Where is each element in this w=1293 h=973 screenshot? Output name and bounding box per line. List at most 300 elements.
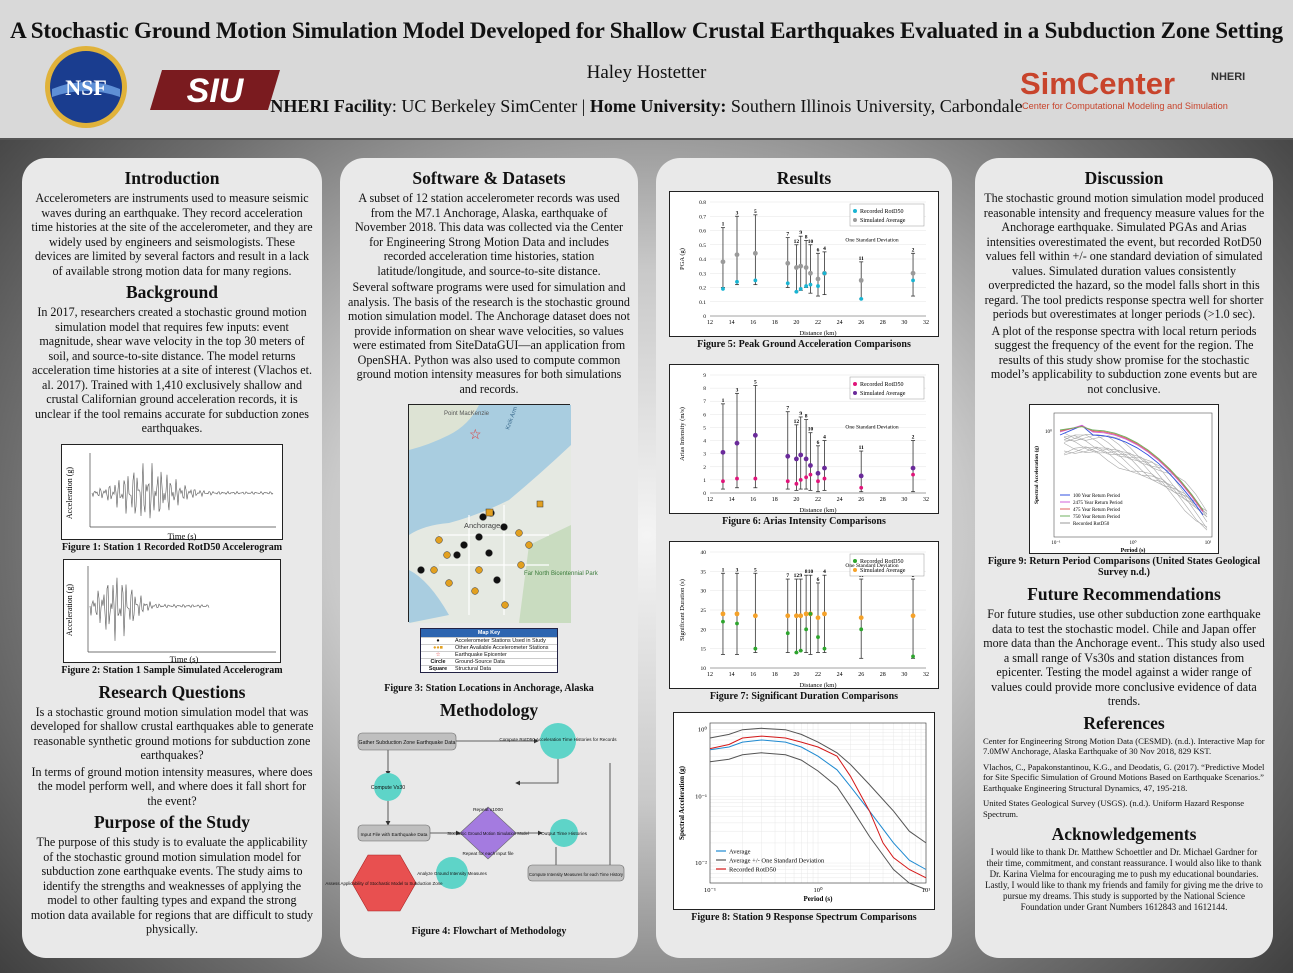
- station-label: 7: [786, 405, 790, 412]
- station-label: 3: [735, 210, 739, 217]
- x-tick-label: 12: [707, 497, 713, 503]
- legend-label: Recorded RotD50: [860, 382, 904, 388]
- map-station-square: [486, 509, 493, 516]
- accelerogram-2: [64, 560, 282, 664]
- legend-marker: [853, 382, 857, 386]
- map-station-square-2: [537, 501, 543, 507]
- y-tick-label: 10⁻¹: [695, 793, 707, 801]
- recorded-point: [804, 284, 808, 288]
- legend-label: Recorded RotD50: [729, 866, 777, 874]
- y-tick-label: 35: [700, 569, 706, 576]
- column-1: [22, 158, 322, 958]
- map-label-anchorage: Anchorage: [464, 521, 501, 530]
- x-tick-label: 22: [815, 672, 821, 678]
- poster-header: [0, 0, 1293, 140]
- y-tick-label: 0.2: [699, 285, 706, 292]
- software-text-2: Several software programs were used for simulation and analysis. The basis of the research is the stochastic ground motion simulation model. The Anchorage dataset does not provide information on shear wave velocities, so values were estimated from SiteDataGUI—an application from OpenSHA. Python was also used to compute common ground motion intensity measures for both simulations and records.: [348, 280, 630, 396]
- map-key-row-2: Other Available Accelerometer Stations: [455, 645, 549, 651]
- y-tick-label: 15: [700, 646, 706, 653]
- y-tick-label: 0.4: [699, 257, 706, 263]
- recorded-point: [804, 627, 808, 631]
- station-label: 10: [807, 426, 814, 433]
- facility-label: NHERI Facility: [270, 96, 392, 116]
- x-tick-label: 16: [750, 497, 757, 503]
- flow-node-2: Compute RotD50 Acceleration Time Histories for Records: [499, 737, 617, 742]
- legend-label: 2475 Year Return Period: [1073, 501, 1123, 506]
- y-tick-label: 1: [703, 477, 706, 484]
- simulated-point: [753, 613, 758, 618]
- station-label: 1: [721, 567, 725, 574]
- map-station-14: [431, 567, 438, 574]
- x-tick-label: 10⁻¹: [1051, 541, 1061, 546]
- figure-5-caption: Figure 5: Peak Ground Acceleration Comparisons: [697, 339, 911, 350]
- map-label-point: Point MacKenzie: [444, 411, 490, 417]
- simulated-point: [798, 264, 803, 269]
- recorded-point: [816, 284, 820, 288]
- recorded-point: [911, 473, 915, 477]
- heading-acknowledgements: Acknowledgements: [1051, 824, 1197, 844]
- x-tick-label: 10⁰: [1129, 541, 1137, 546]
- recorded-point: [735, 477, 739, 481]
- map-station-13: [444, 552, 451, 559]
- recorded-point: [911, 655, 915, 659]
- recorded-point: [823, 271, 827, 275]
- map-key-title: Map Key: [421, 629, 557, 637]
- station-label: 12: [793, 418, 800, 425]
- map-key-row-5b: Structural Data: [455, 666, 491, 672]
- flow-node-10: Analyze Ground Intensity Measures: [417, 871, 487, 876]
- simulated-point: [798, 453, 803, 458]
- recorded-point: [786, 479, 790, 483]
- x-tick-label: 10⁰: [813, 887, 823, 894]
- x-tick-label: 32: [923, 672, 929, 678]
- arias-chart: [670, 365, 940, 515]
- y-tick-label: 3: [703, 451, 706, 458]
- map-key-row-4b: Ground-Source Data: [455, 659, 505, 665]
- discussion-text-2: A plot of the response spectra with local return periods suggest the frequency of the event for the region. The results of this study show promise for the stochastic model’s applicability to subduction zone events but are not conclusive.: [990, 323, 1258, 396]
- recorded-point: [786, 281, 790, 285]
- x-tick-label: 14: [728, 672, 735, 678]
- simulated-point: [911, 271, 916, 276]
- figure-5: [669, 191, 939, 337]
- map-station-19: [476, 567, 483, 574]
- map-label-arm: Knik Arm: [505, 406, 520, 431]
- legend-label: Average +/- One Standard Deviation: [729, 857, 825, 865]
- heading-methodology: Methodology: [439, 700, 539, 720]
- y-tick-label: 2: [703, 464, 706, 471]
- fig2-ylabel: Acceleration (g): [65, 583, 74, 636]
- flow-node-7: Output Time Histories: [540, 832, 588, 837]
- y-tick-label: 20: [700, 627, 706, 634]
- station-label: 5: [753, 208, 757, 215]
- legend-label: 750 Year Return Period: [1073, 515, 1120, 520]
- recorded-point: [823, 647, 827, 651]
- accelerogram-1: [62, 445, 284, 541]
- x-tick-label: 28: [879, 497, 886, 503]
- map-key-row-4a: Circle: [430, 659, 446, 665]
- flow-node-6: Stochastic Ground Motion Simulation Model: [447, 831, 529, 836]
- research-question-1: Is a stochastic ground motion simulation model that was developed for shallow crustal earthquakes able to generate reasonable synthetic ground motions for subduction zone earthquakes?: [30, 704, 314, 762]
- recorded-point: [753, 647, 757, 651]
- siu-logo-text: SIU: [186, 72, 244, 110]
- purpose-text: The purpose of this study is to evaluate the applicability of the stochastic ground motion simulation model for subduction zone earthquake events. The study aims to identify the strengths and weaknesses of applying the model to other faulting types and expand the strong motion data available for regions that are difficult to study physically.: [30, 835, 314, 936]
- simcenter-logo: [1018, 64, 1258, 114]
- simcenter-logo-text: SimCenter: [1020, 66, 1176, 101]
- reference-2: Vlachos, C., Papakonstantinou, K.G., and Deodatis, G. (2017). “Predictive Model for Site Specific Simulation of Ground Motions Based on Earthquake Scenarios.” Earthquake Engineering Structural Dynamics, 47, 195-218.: [983, 761, 1265, 793]
- reference-3: United States Geological Survey (USGS). (n.d.). Uniform Hazard Response Spectrum.: [983, 798, 1245, 819]
- station-label: 9: [799, 573, 803, 580]
- figure-6: [669, 364, 939, 514]
- figure-4-caption: Figure 4: Flowchart of Methodology: [411, 926, 567, 937]
- x-tick-label: 30: [901, 672, 908, 678]
- simulated-point: [721, 450, 726, 455]
- map-station-10: [516, 530, 523, 537]
- heading-research-questions: Research Questions: [98, 681, 246, 702]
- station-label: 11: [858, 445, 864, 452]
- column-4: [975, 158, 1273, 958]
- x-tick-label: 24: [836, 497, 843, 503]
- duration-chart: [670, 542, 940, 690]
- x-axis-label: Period (s): [1120, 548, 1146, 554]
- recorded-point: [859, 297, 863, 301]
- station-label: 9: [799, 230, 803, 237]
- home-value: Southern Illinois University, Carbondale: [726, 96, 1023, 116]
- column-3: [656, 158, 952, 958]
- x-tick-label: 20: [793, 320, 800, 326]
- y-axis-label: PGA (g): [679, 248, 686, 270]
- simcenter-subtitle: Center for Computational Modeling and Simulation: [1022, 101, 1228, 111]
- map-station-18: [518, 562, 525, 569]
- flow-node-9: Assess Applicability of Stochastic Model to Subduction Zone: [325, 881, 443, 886]
- legend-marker: [853, 391, 857, 395]
- legend-label: 100 Year Return Period: [1073, 494, 1120, 499]
- map-station-15: [446, 580, 453, 587]
- legend-label: Recorded RotD50: [860, 209, 904, 215]
- y-tick-label: 7: [703, 399, 706, 406]
- simulated-point: [808, 463, 813, 468]
- annotation-label: One Standard Deviation: [845, 237, 899, 244]
- simulated-point: [816, 277, 821, 282]
- simulated-point: [911, 466, 916, 471]
- recorded-point: [816, 635, 820, 639]
- simulated-point: [785, 613, 790, 618]
- simulated-point: [735, 611, 740, 616]
- acknowledgements-text: I would like to thank Dr. Matthew Schoettler and Dr. Michael Gardner for their time, commitment, and constant reassurance. I would also like to thank Dr. Karina Vielma for encouraging me to push my educational boundaries. Lastly, I would like to thank my friends and family for giving me the drive to pursue my dreams. This study is supported by the National Science Foundation under Grant Numbers 1612843 and 1612144.: [985, 847, 1263, 912]
- y-tick-label: 0.5: [699, 242, 706, 249]
- station-label: 4: [823, 245, 826, 252]
- reference-1: Center for Engineering Strong Motion Data (CESMD). (n.d.). Interactive Map for 7.0MW Anchorage, Alaska Earthquake of 30 Nov 2018, 829 KST.: [983, 735, 1265, 756]
- map-station-4: [476, 534, 483, 541]
- x-tick-label: 32: [923, 320, 929, 326]
- figure-8-caption: Figure 8: Station 9 Response Spectrum Comparisons: [691, 912, 917, 923]
- flow-node-8: Repeat for each input file: [462, 851, 514, 856]
- simulated-point: [822, 466, 827, 471]
- recorded-point: [721, 287, 725, 291]
- recorded-point: [753, 278, 757, 282]
- annotation-label: One Standard Deviation: [845, 424, 899, 431]
- flow-node-4: Repeat x1000: [473, 808, 503, 813]
- y-tick-label: 0.1: [699, 299, 706, 306]
- station-label: 10: [807, 238, 814, 245]
- station-label: 9: [799, 410, 803, 417]
- column-2: [325, 158, 638, 958]
- recorded-point: [911, 278, 915, 282]
- x-axis-label: Distance (km): [799, 507, 837, 514]
- y-tick-label: 5: [703, 425, 706, 432]
- y-tick-label: 40: [700, 550, 706, 556]
- recorded-point: [816, 479, 820, 483]
- map-key: Map Key ● Accelerometer Stations Used in Study ●●■ Other Available Accelerometer Stations ☆ Earthquake Epicenter Circle Ground-Source Data Square Structural Data: [420, 628, 558, 673]
- station-label: 7: [786, 573, 790, 580]
- x-tick-label: 24: [836, 672, 843, 678]
- recorded-point: [753, 477, 757, 481]
- discussion-text-1: The stochastic ground motion simulation model produced reasonable intensity and frequency measure values for the Anchorage earthquake. Simulated PGAs and Arias intensities overestimated the event, but recorded RotD50 values fell within +/- one standard deviation of simulated values. Simulated duration values consistently overpredicted the hazard, so the model falls short in this regard. The tool predicts response spectra well for shorter periods but overestimates at longer periods (>1.0 sec).: [983, 191, 1265, 321]
- simulated-point: [822, 611, 827, 616]
- heading-future: Future Recommendations: [1027, 584, 1221, 604]
- y-tick-label: 10⁰: [1044, 430, 1052, 435]
- recorded-point: [809, 473, 813, 477]
- station-map: [409, 405, 598, 623]
- x-tick-label: 10¹: [921, 887, 931, 894]
- simulated-point: [785, 261, 790, 266]
- recorded-point: [721, 620, 725, 624]
- map-station-3: [501, 524, 508, 531]
- heading-purpose: Purpose of the Study: [93, 812, 251, 832]
- flow-node-11: Compute Intensity Measures for each Time History: [528, 872, 624, 877]
- recorded-point: [735, 280, 739, 284]
- simulated-point: [721, 611, 726, 616]
- simulated-point: [816, 471, 821, 476]
- recorded-point: [809, 283, 813, 287]
- fig1-xlabel: Time (s): [167, 530, 197, 541]
- station-label: 2: [911, 434, 915, 441]
- heading-background: Background: [125, 282, 219, 302]
- flow-node-3: Compute Vs30: [370, 785, 406, 791]
- x-tick-label: 16: [750, 672, 757, 678]
- x-tick-label: 22: [815, 320, 821, 326]
- affil-separator: |: [581, 96, 586, 116]
- facility-value: : UC Berkeley SimCenter: [391, 96, 578, 116]
- figure-8: [673, 712, 935, 910]
- recorded-point: [809, 612, 813, 616]
- x-tick-label: 26: [858, 320, 865, 326]
- figure-7: [669, 541, 939, 689]
- map-station-17: [502, 602, 509, 609]
- station-label: 11: [858, 255, 864, 262]
- y-tick-label: 0.3: [699, 271, 706, 278]
- figure-2: [63, 559, 281, 663]
- simulated-point: [808, 271, 813, 276]
- figure-3-caption: Figure 3: Station Locations in Anchorage, Alaska: [384, 683, 594, 694]
- y-tick-label: 0: [703, 491, 706, 497]
- simulated-point: [735, 441, 740, 446]
- future-text: For future studies, use other subduction zone earthquake data to test the stochastic model. Chile and Japan offer more data than the Anchorage event.. This study also used a small range of Vs30s and station distances from epicenter. Testing the model against a wider range of values could provide more conclusive evidence of data trends.: [983, 607, 1265, 708]
- station-label: 6: [816, 439, 820, 446]
- recorded-point: [859, 486, 863, 490]
- x-tick-label: 18: [771, 497, 778, 503]
- simulated-point: [911, 613, 916, 618]
- simulated-point: [859, 278, 864, 283]
- station-label: 4: [823, 569, 826, 576]
- station-label: 1: [721, 221, 725, 228]
- simulated-point: [798, 613, 803, 618]
- y-tick-label: 4: [703, 438, 706, 445]
- recorded-point: [804, 475, 808, 479]
- x-tick-label: 18: [771, 672, 778, 678]
- simulated-point: [735, 252, 740, 257]
- y-axis-label: Spectral Acceleration (g): [678, 766, 686, 840]
- methodology-flowchart: [325, 723, 630, 919]
- station-label: 5: [753, 567, 757, 574]
- legend-label: Average: [729, 848, 751, 856]
- map-station-9: [494, 577, 501, 584]
- x-tick-label: 28: [879, 320, 886, 326]
- y-tick-label: 25: [700, 608, 706, 614]
- station-label: 12: [793, 238, 800, 245]
- flow-node-5: Input File with Earthquake Data: [360, 833, 428, 838]
- station-label: 6: [816, 247, 820, 254]
- legend-label: Recorded RotD50: [860, 559, 904, 565]
- station-label: 3: [735, 387, 739, 394]
- simulated-point: [794, 613, 799, 618]
- station-label: 6: [816, 576, 820, 583]
- y-axis-label: Significant Duration (s): [679, 579, 686, 641]
- figure-3-map: [408, 404, 598, 622]
- x-tick-label: 28: [879, 672, 886, 678]
- x-tick-label: 30: [901, 497, 908, 503]
- figure-2-caption: Figure 2: Station 1 Sample Simulated Accelerogram: [61, 664, 283, 676]
- simulated-point: [794, 457, 799, 462]
- poster-title: A Stochastic Ground Motion Simulation Model Developed for Shallow Crustal Earthquakes Evaluated in a Subduction Zone Setting: [10, 18, 1283, 43]
- y-tick-label: 9: [703, 373, 706, 379]
- fig2-xlabel: Time (s): [169, 653, 199, 664]
- map-station-11: [526, 542, 533, 549]
- recorded-point: [799, 649, 803, 653]
- simulated-point: [721, 259, 726, 264]
- nsf-logo-text: NSF: [65, 75, 107, 100]
- legend-marker: [853, 218, 857, 222]
- x-axis-label: Distance (km): [799, 330, 837, 337]
- x-tick-label: 16: [750, 320, 757, 326]
- home-label: Home University:: [589, 96, 727, 116]
- recorded-point: [735, 622, 739, 626]
- y-tick-label: 10: [700, 666, 706, 672]
- station-label: 12: [793, 573, 800, 580]
- simulated-point: [753, 251, 758, 256]
- x-tick-label: 12: [707, 320, 713, 326]
- y-tick-label: 0.7: [699, 214, 706, 221]
- map-key-row-1: Accelerometer Stations Used in Study: [455, 638, 546, 644]
- station-label: 2: [911, 247, 915, 254]
- x-tick-label: 14: [728, 320, 735, 326]
- recorded-point: [823, 477, 827, 481]
- heading-references: References: [1083, 712, 1165, 733]
- map-station-12: [436, 537, 443, 544]
- simulated-point: [785, 454, 790, 459]
- x-tick-label: 10¹: [1204, 541, 1212, 546]
- station-label: 3: [735, 567, 739, 574]
- map-label-park: Far North Bicentennial Park: [524, 571, 598, 577]
- x-tick-label: 26: [858, 497, 865, 503]
- fig1-ylabel: Acceleration (g): [65, 466, 74, 519]
- legend-label: Simulated Average: [860, 568, 906, 574]
- station-label: 8: [804, 569, 808, 576]
- station-label: 7: [786, 231, 790, 238]
- simulated-point: [804, 265, 809, 270]
- map-station-8: [418, 567, 425, 574]
- map-key-row-5a: Square: [428, 666, 448, 672]
- return-period-chart: [1030, 405, 1220, 555]
- simulated-point: [859, 474, 864, 479]
- y-axis-label: Arias Intensity (m/s): [679, 407, 686, 461]
- author-name: Haley Hostetter: [586, 62, 707, 83]
- map-station-6: [454, 552, 461, 559]
- legend-marker: [853, 209, 857, 213]
- recorded-point: [799, 287, 803, 291]
- x-tick-label: 20: [793, 672, 800, 678]
- software-text-1: A subset of 12 station accelerometer records was used from the M7.1 Anchorage, Alaska, earthquake of November 2018. This data was collected via the Center for Engineering Strong Motion Data and includes recorded acceleration time histories, station latitude/longitude, and source-to-site distance.: [354, 191, 624, 278]
- x-tick-label: 32: [923, 497, 929, 503]
- recorded-point: [721, 479, 725, 483]
- simulated-point: [859, 615, 864, 620]
- y-tick-label: 0.8: [699, 200, 706, 206]
- y-tick-label: 6: [703, 412, 706, 419]
- x-tick-label: 20: [793, 497, 800, 503]
- x-tick-label: 30: [901, 320, 908, 326]
- heading-discussion: Discussion: [1084, 168, 1164, 188]
- recorded-point: [859, 627, 863, 631]
- epicenter-star: ☆: [469, 428, 482, 443]
- x-tick-label: 10⁻¹: [704, 887, 716, 894]
- y-tick-label: 0.6: [699, 228, 706, 235]
- station-label: 4: [823, 434, 826, 441]
- map-station-2: [480, 514, 487, 521]
- x-tick-label: 14: [728, 497, 735, 503]
- response-spectrum-chart: [674, 713, 936, 911]
- pga-chart: [670, 192, 940, 338]
- annotation-label: One Standard Deviation: [845, 563, 899, 570]
- y-tick-label: 10⁰: [697, 726, 707, 734]
- simulated-point: [794, 265, 799, 270]
- y-tick-label: 10⁻²: [695, 860, 707, 867]
- x-tick-label: 26: [858, 672, 865, 678]
- station-label: 10: [807, 569, 814, 576]
- figure-9-caption: Figure 9: Return Period Comparisons (United States Geological Survey n.d.): [987, 556, 1261, 578]
- nheri-logo-text: NHERI: [1211, 71, 1246, 83]
- y-tick-label: 30: [700, 588, 706, 595]
- recorded-point: [799, 478, 803, 482]
- figure-1-caption: Figure 1: Station 1 Recorded RotD50 Accelerogram: [61, 541, 283, 553]
- figure-7-caption: Figure 7: Significant Duration Comparisons: [709, 691, 899, 702]
- legend-label: Simulated Average: [860, 391, 906, 397]
- recorded-point: [795, 482, 799, 486]
- heading-software: Software & Datasets: [412, 168, 566, 188]
- x-axis-label: Period (s): [803, 895, 833, 903]
- x-tick-label: 22: [815, 497, 821, 503]
- legend-label: 475 Year Return Period: [1073, 508, 1120, 513]
- figure-9: [1029, 404, 1219, 554]
- figure-1: [61, 444, 283, 540]
- map-station-7: [486, 550, 493, 557]
- recorded-point: [786, 631, 790, 635]
- intro-text: Accelerometers are instruments used to measure seismic waves during an earthquake. They record acceleration time histories at the site of the accelerometer, and they are widely used by engineers and seismologists. These devices are limited by several factors and result in a lack of available strong motion data for many regions.: [31, 191, 313, 278]
- simulated-point: [753, 433, 758, 438]
- recorded-point: [795, 651, 799, 655]
- figure-6-caption: Figure 6: Arias Intensity Comparisons: [722, 516, 886, 527]
- x-axis-label: Distance (km): [799, 682, 837, 689]
- flow-node-1: Gather Subduction Zone Earthquake Data: [358, 740, 456, 746]
- x-tick-label: 24: [836, 320, 843, 326]
